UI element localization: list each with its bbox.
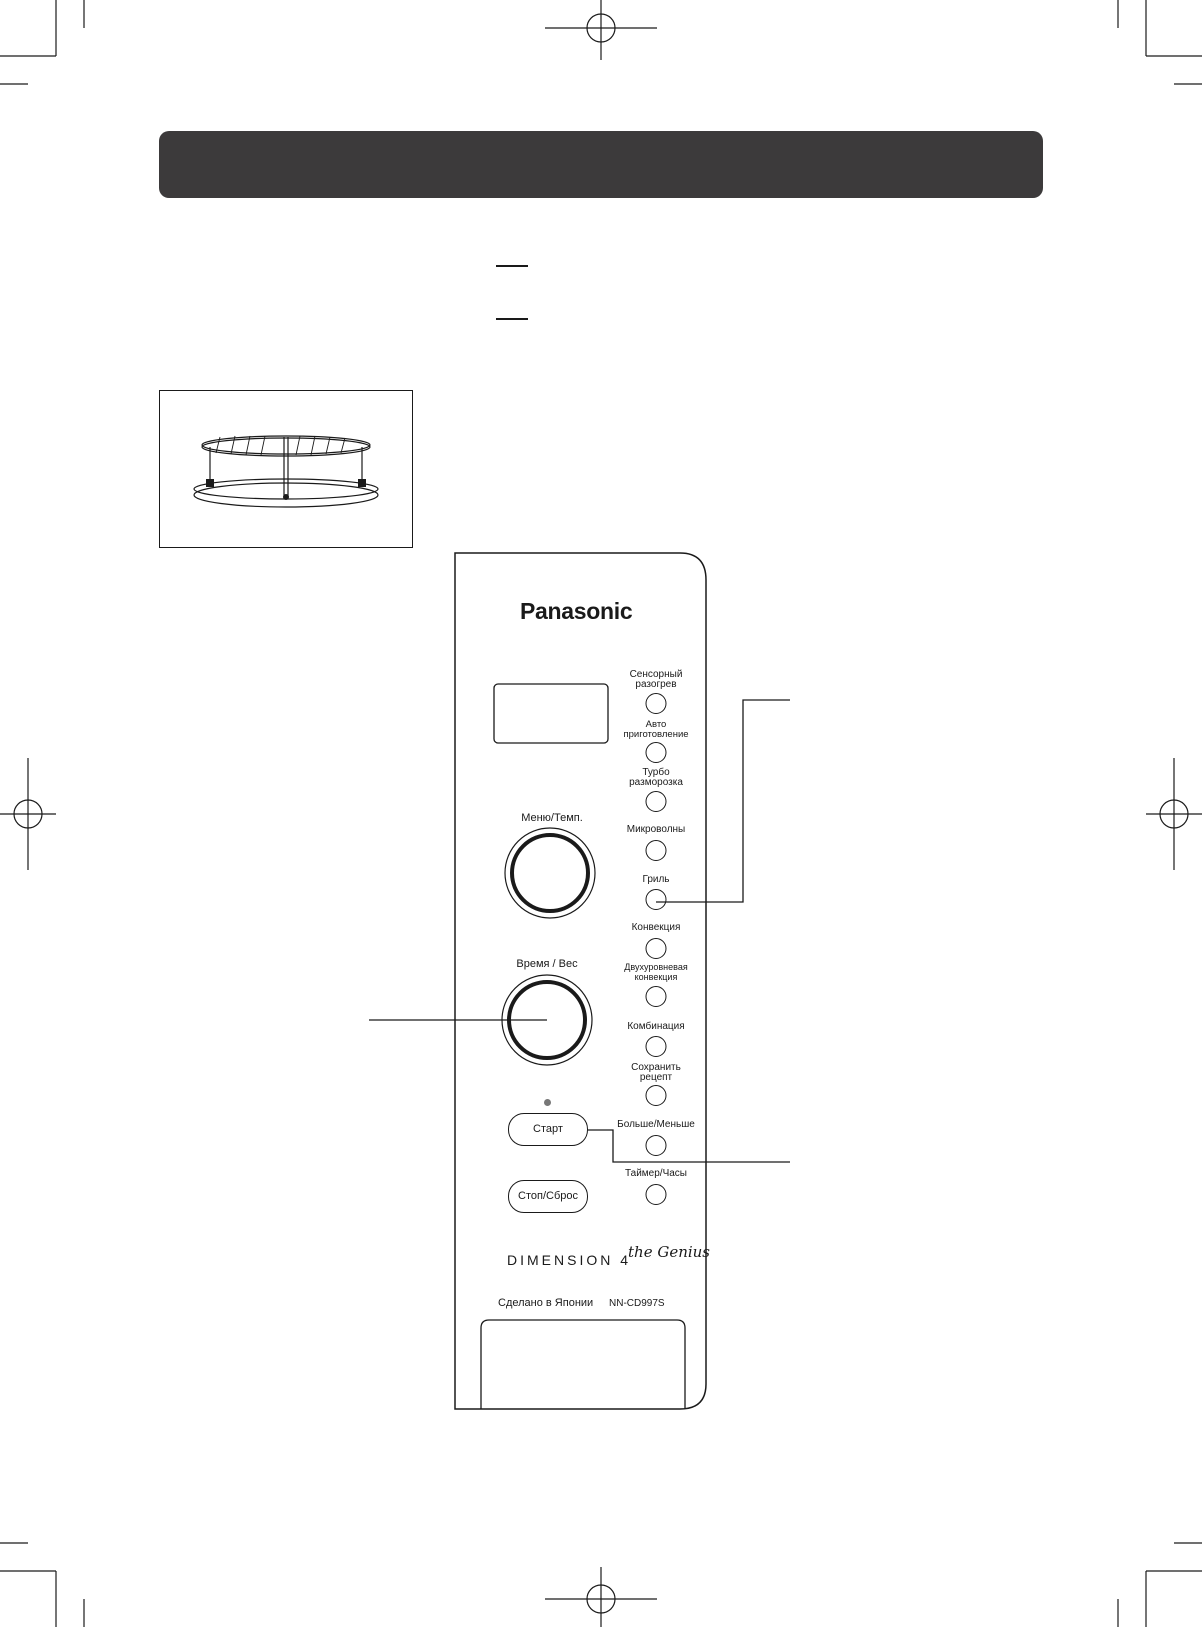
stop-reset-button-label: Стоп/Сброс [518,1190,578,1202]
save-recipe-label: Сохранить рецепт [631,1062,681,1083]
dual-convection-label: Двухуровневая конвекция [624,962,688,982]
brand-logo: Panasonic [520,598,633,624]
timer-clock-label: Таймер/Часы [625,1168,687,1179]
menu-temp-dial-label: Меню/Темп. [521,812,583,824]
more-less-label: Больше/Меньше [617,1119,695,1130]
microwave-label: Микроволны [626,824,686,835]
model-number: NN-CD997S [609,1298,665,1309]
time-weight-dial-label: Время / Вес [516,958,578,970]
genius-logo: the Genius [628,1243,711,1261]
convection-label: Конвекция [631,922,681,933]
grill-label: Гриль [642,874,670,885]
start-button-label: Старт [533,1123,563,1135]
auto-cook-label: Авто приготовление [623,719,689,740]
sensor-reheat-label: Сенсорный разогрев [629,669,683,690]
turbo-defrost-label: Турбо разморозка [629,767,683,788]
dimension-logo: DIMENSION 4 [507,1252,632,1268]
combination-label: Комбинация [627,1021,685,1032]
made-in-japan-label: Сделано в Японии [498,1297,594,1309]
